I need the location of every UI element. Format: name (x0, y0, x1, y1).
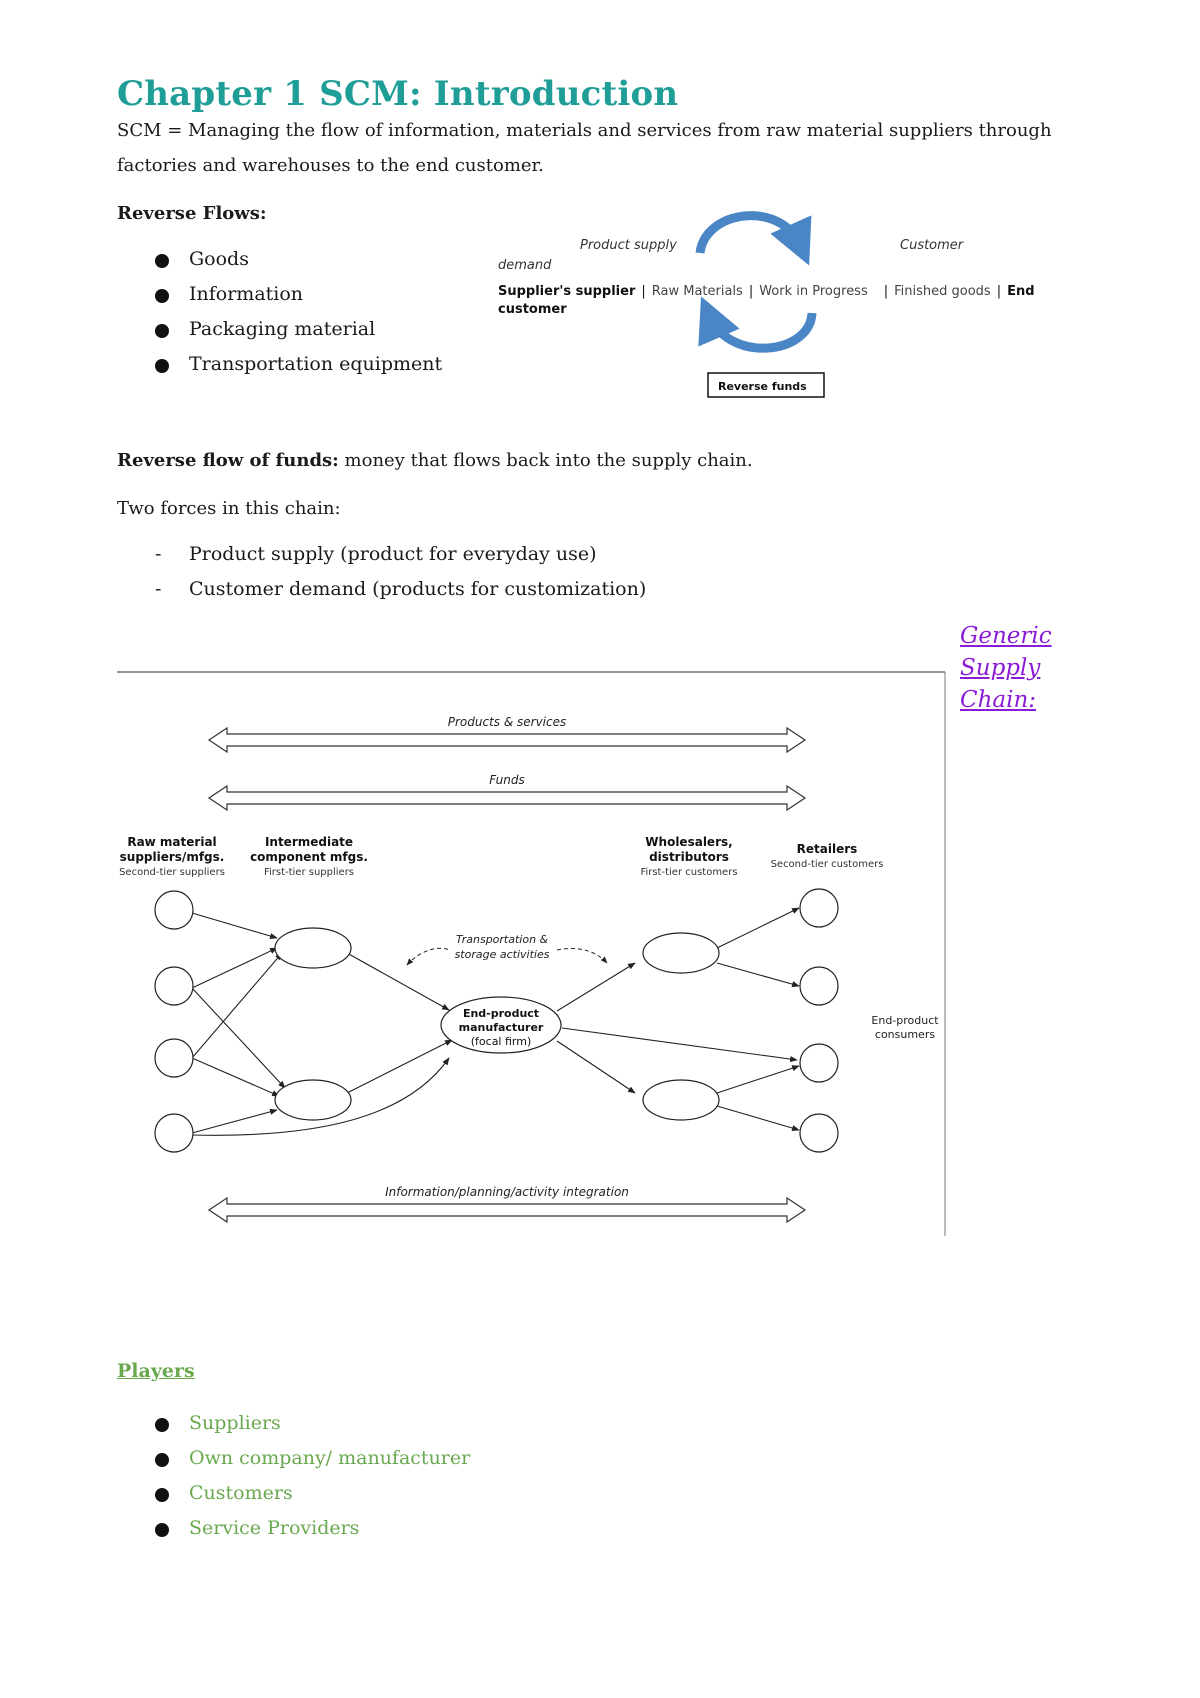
info-label: Information/planning/activity integration (385, 1185, 629, 1199)
players-list (117, 1406, 470, 1546)
consumers-label-line2: consumers (874, 1028, 936, 1041)
link-line: Generic (960, 623, 1052, 649)
edge-inter2-focal (347, 1040, 452, 1093)
generic-supply-chain-link[interactable] (960, 620, 1080, 716)
customer-bold-label: customer (498, 302, 567, 317)
retailers-subheader: Second-tier customers (770, 859, 884, 870)
page-title: Chapter 1 SCM: Introduction (117, 74, 679, 114)
list-item: Customers (117, 1476, 470, 1511)
edge-raw1-inter1 (192, 913, 277, 938)
reverse-funds-paragraph: Reverse flow of funds: money that flows back into the supply chain. (117, 450, 753, 471)
edge-focal-whole2 (557, 1041, 635, 1093)
edge-focal-retail3 (562, 1028, 797, 1060)
edge-raw3-inter1 (192, 953, 282, 1058)
reverse-flows-heading: Reverse Flows: (117, 203, 267, 224)
edge-whole2-retail3 (717, 1066, 799, 1093)
transport-label-line2: storage activities (454, 948, 550, 961)
generic-supply-chain-diagram (117, 668, 947, 1238)
list-item: Goods (117, 242, 442, 277)
intermediate-header-line2: component mfgs. (250, 850, 368, 864)
raw-header-line1: Raw material (127, 835, 217, 849)
list-item: Information (117, 277, 442, 312)
edge-raw2-inter1 (192, 948, 277, 988)
retailer-node (800, 967, 838, 1005)
products-services-label: Products & services (447, 715, 567, 729)
funds-arrow (209, 786, 805, 810)
raw-supplier-node (155, 891, 193, 929)
demand-label: demand (498, 258, 552, 273)
players-heading: Players (117, 1360, 195, 1382)
raw-supplier-node (155, 1039, 193, 1077)
raw-supplier-node (155, 1114, 193, 1152)
edge-focal-whole1 (557, 963, 635, 1011)
consumers-label-line1: End-product (871, 1014, 939, 1027)
edge-raw4-inter2 (192, 1110, 277, 1133)
wholesaler-node (643, 933, 719, 973)
reverse-funds-box-label: Reverse funds (718, 380, 807, 393)
focal-label-line3: (focal firm) (470, 1035, 532, 1048)
funds-label: Funds (489, 773, 525, 787)
edge-whole1-retail1 (717, 908, 799, 948)
product-supply-label: Product supply (580, 238, 677, 253)
edge-whole2-retail4 (717, 1106, 799, 1130)
info-arrow (209, 1198, 805, 1222)
forces-list (117, 537, 646, 607)
intermediate-node (275, 1080, 351, 1120)
raw-supplier-node (155, 967, 193, 1005)
list-item: - Product supply (product for everyday use) (117, 537, 646, 572)
link-line: Chain: (960, 687, 1037, 713)
intermediate-subheader: First-tier suppliers (263, 867, 355, 878)
intro-paragraph: SCM = Managing the flow of information, materials and services from raw material suppliers through factories and warehouses to the end customer. (117, 120, 1052, 176)
transport-dashed-left (407, 948, 449, 965)
transport-label-line1: Transportation & (455, 933, 549, 946)
cycle-top-arrow (700, 216, 800, 253)
retailer-node (800, 1044, 838, 1082)
cycle-bottom-arrow (710, 313, 812, 348)
wholesaler-node (643, 1080, 719, 1120)
edge-whole1-retail2 (717, 963, 799, 986)
wholesalers-subheader: First-tier customers (640, 867, 738, 878)
list-item: Suppliers (117, 1406, 470, 1441)
retailer-node (800, 1114, 838, 1152)
wholesalers-header-line1: Wholesalers, (645, 835, 733, 849)
forces-intro: Two forces in this chain: (117, 498, 341, 519)
list-item: Transportation equipment (117, 347, 442, 382)
products-services-arrow (209, 728, 805, 752)
transport-dashed-right (557, 949, 607, 963)
list-item: - Customer demand (products for customization) (117, 572, 646, 607)
edge-raw3-inter2 (192, 1058, 279, 1096)
retailer-node (800, 889, 838, 927)
list-item: Service Providers (117, 1511, 470, 1546)
raw-subheader: Second-tier suppliers (119, 867, 225, 878)
edge-inter1-focal (347, 953, 449, 1010)
intermediate-node (275, 928, 351, 968)
raw-header-line2: suppliers/mfgs. (119, 850, 225, 864)
focal-label-line1: End-product (462, 1007, 540, 1020)
reverse-flow-diagram (490, 205, 1050, 400)
wholesalers-header-line2: distributors (649, 850, 729, 864)
focal-label-line2: manufacturer (458, 1021, 544, 1034)
customer-label: Customer (900, 238, 964, 253)
list-item: Own company/ manufacturer (117, 1441, 470, 1476)
retailers-header: Retailers (796, 842, 858, 856)
list-item: Packaging material (117, 312, 442, 347)
intermediate-header-line1: Intermediate (264, 835, 354, 849)
link-line: Supply (960, 655, 1041, 681)
reverse-flows-list (117, 242, 442, 382)
chain-line: Supplier's supplier | Raw Materials | Work in Progress | Finished goods | End (498, 284, 1035, 299)
